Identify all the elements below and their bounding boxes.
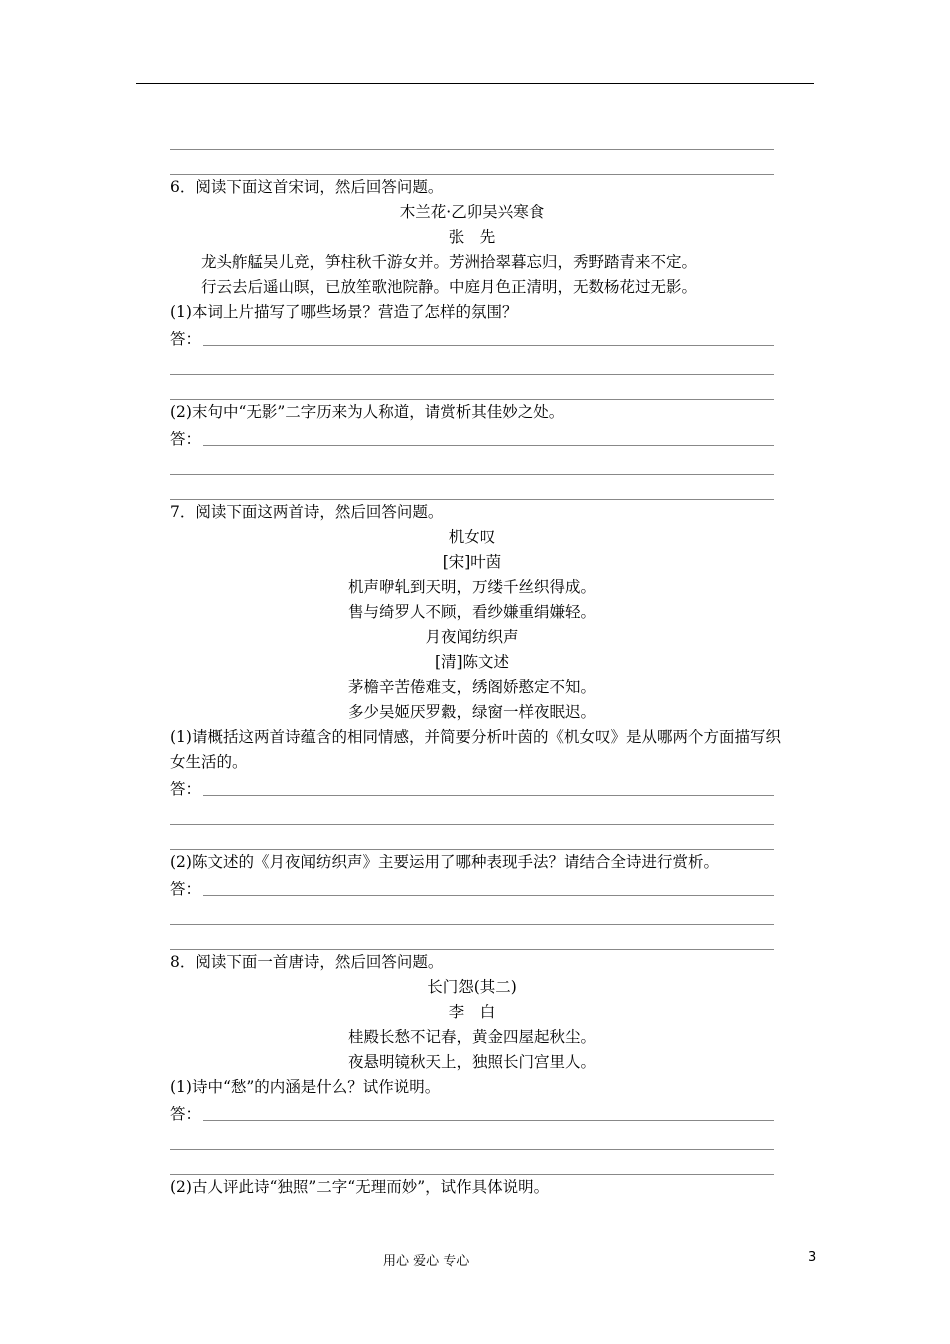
answer-line — [170, 900, 774, 925]
q7-subquestion-1-line-2: 女生活的。 — [170, 753, 248, 771]
q7-poem2-title: 月夜闻纺织声 — [425, 628, 519, 646]
q6-subquestion-1: (1)本词上片描写了哪些场景？营造了怎样的氛围？ — [170, 303, 518, 321]
answer-row[interactable] — [170, 325, 774, 350]
q7-subquestion-1-line-1: (1)请概括这两首诗蕴含的相同情感，并简要分析叶茵的《机女叹》是从哪两个方面描写织 — [170, 728, 781, 746]
q8-poem-author: 李 白 — [448, 1003, 496, 1021]
header-rule — [136, 83, 814, 84]
page-number: 3 — [808, 1250, 817, 1265]
footer-motto: 用心 爱心 专心 — [383, 1254, 470, 1269]
answer-row[interactable] — [170, 775, 774, 800]
q6-poem-line: 龙头舴艋吴儿竞，笋柱秋千游女并。芳洲拾翠暮忘归，秀野踏青来不定。 — [201, 253, 698, 271]
q8-subquestion-2: (2)古人评此诗“独照”二字“无理而妙”，试作具体说明。 — [170, 1178, 550, 1196]
answer-row[interactable] — [170, 875, 774, 900]
q6-subquestion-2: (2)末句中“无影”二字历来为人称道，请赏析其佳妙之处。 — [170, 403, 565, 421]
answer-line — [170, 825, 774, 850]
answer-line — [170, 450, 774, 475]
q7-poem1-line: 机声咿轧到天明，万缕千丝织得成。 — [347, 578, 596, 596]
q7-poem2-line: 茅檐辛苦倦难支，绣阁娇憨定不知。 — [347, 678, 596, 696]
q7-intro: 7．阅读下面这两首诗，然后回答问题。 — [170, 503, 444, 521]
answer-line — [203, 1120, 774, 1121]
answer-label: 答： — [170, 430, 202, 448]
page-content — [170, 125, 781, 1200]
answer-line — [170, 125, 774, 150]
answer-line — [170, 800, 774, 825]
q8-poem-line: 夜悬明镜秋天上，独照长门宫里人。 — [347, 1053, 596, 1071]
answer-line — [203, 895, 774, 896]
answer-label: 答： — [170, 330, 202, 348]
answer-label: 答： — [170, 1105, 202, 1123]
answer-line — [203, 345, 774, 346]
answer-row[interactable] — [170, 425, 774, 450]
q7-subquestion-2: (2)陈文述的《月夜闻纺织声》主要运用了哪种表现手法？请结合全诗进行赏析。 — [170, 853, 719, 871]
q7-poem1-line: 售与绮罗人不顾，看纱嫌重绢嫌轻。 — [347, 603, 596, 621]
q7-poem1-author: [宋]叶茵 — [442, 553, 502, 571]
answer-line — [170, 1150, 774, 1175]
answer-line — [203, 795, 774, 796]
q6-poem-author: 张 先 — [448, 228, 496, 246]
q7-poem1-title: 机女叹 — [448, 528, 496, 546]
answer-label: 答： — [170, 780, 202, 798]
q8-subquestion-1: (1)诗中“愁”的内涵是什么？试作说明。 — [170, 1078, 441, 1096]
q8-poem-title: 长门怨(其二) — [427, 978, 517, 996]
answer-line — [170, 350, 774, 375]
q6-intro: 6．阅读下面这首宋词，然后回答问题。 — [170, 178, 444, 196]
q8-poem-line: 桂殿长愁不记春，黄金四屋起秋尘。 — [347, 1028, 596, 1046]
answer-line — [170, 925, 774, 950]
answer-row[interactable] — [170, 1100, 774, 1125]
answer-line — [203, 445, 774, 446]
q7-poem2-line: 多少吴姬厌罗縠，绿窗一样夜眠迟。 — [347, 703, 596, 721]
q8-intro: 8．阅读下面一首唐诗，然后回答问题。 — [170, 953, 444, 971]
answer-line — [170, 475, 774, 500]
answer-line — [170, 150, 774, 175]
answer-line — [170, 1125, 774, 1150]
q6-poem-title: 木兰花·乙卯吴兴寒食 — [399, 203, 545, 221]
q6-poem-line: 行云去后遥山暝，已放笙歌池院静。中庭月色正清明，无数杨花过无影。 — [201, 278, 698, 296]
answer-label: 答： — [170, 880, 202, 898]
q7-poem2-author: [清]陈文述 — [434, 653, 510, 671]
answer-line — [170, 375, 774, 400]
